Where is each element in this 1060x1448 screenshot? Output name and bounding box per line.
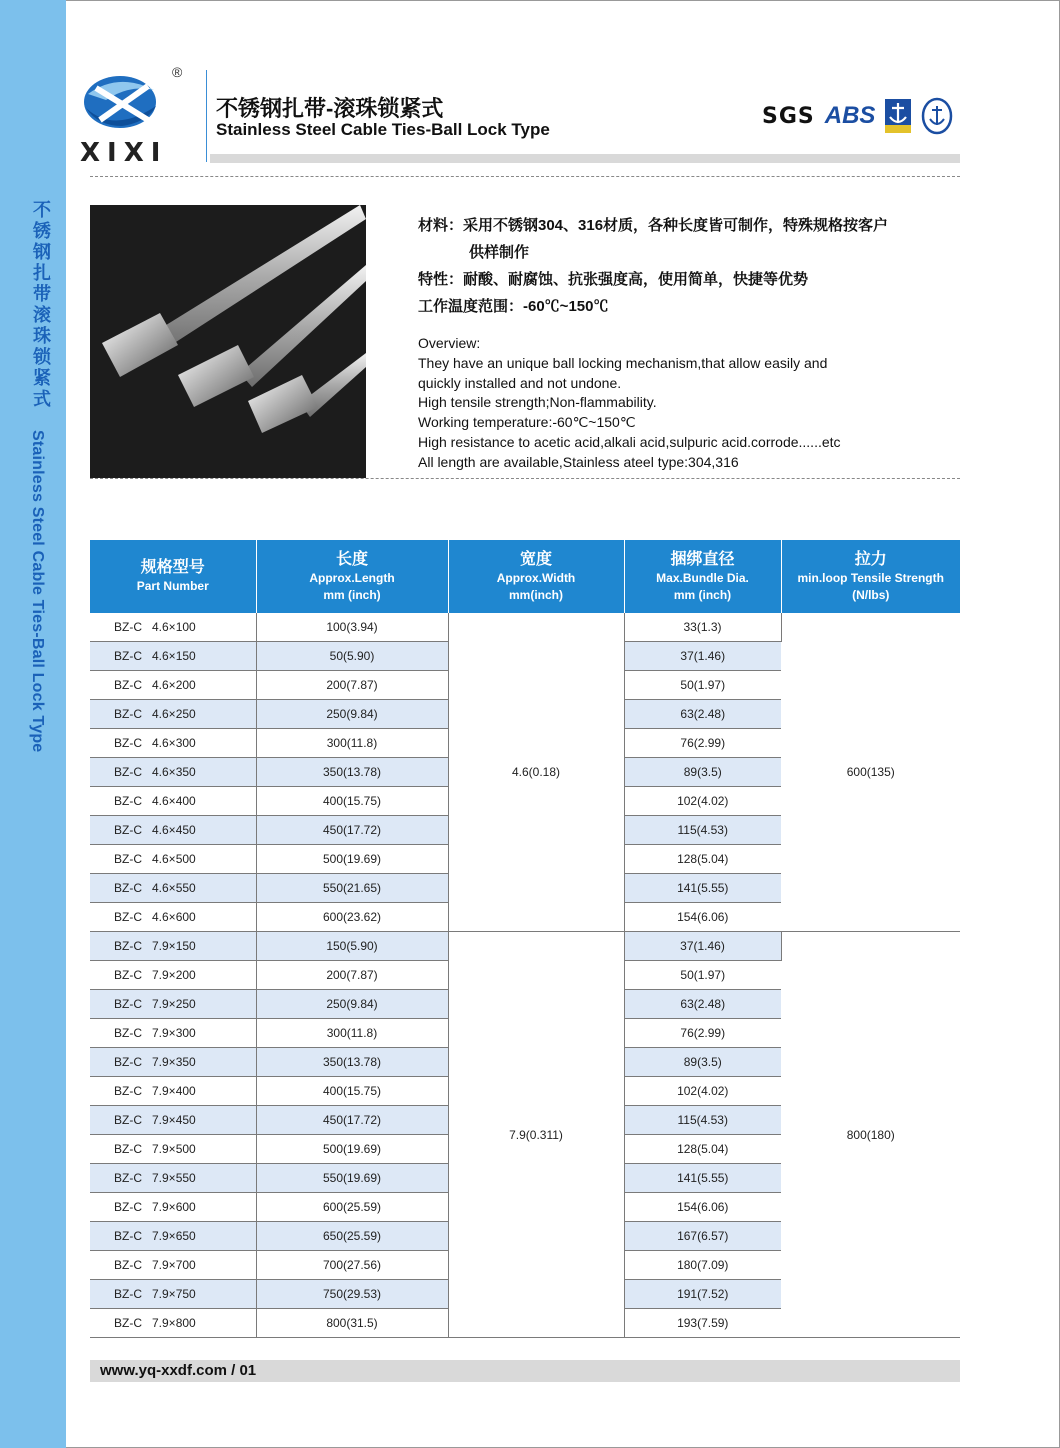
- sgs-logo: SGS: [762, 103, 815, 129]
- cell-part-number: BZ-C 4.6×300: [90, 729, 256, 758]
- description-en-line: High tensile strength;Non-flammability.: [418, 394, 657, 411]
- cell-bundle-dia: 37(1.46): [624, 642, 781, 671]
- cell-part-number: BZ-C 4.6×500: [90, 845, 256, 874]
- description-en-line: Overview:: [418, 335, 481, 351]
- cell-bundle-dia: 37(1.46): [624, 932, 781, 961]
- cell-bundle-dia: 191(7.52): [624, 1280, 781, 1309]
- cell-tensile-strength: 600(135): [781, 613, 960, 932]
- spec-table-header: [90, 540, 960, 613]
- sidebar-title-cn: [30, 200, 54, 410]
- cell-length: 200(7.87): [256, 671, 448, 700]
- cell-part-number: BZ-C 4.6×450: [90, 816, 256, 845]
- cell-bundle-dia: 76(2.99): [624, 729, 781, 758]
- cell-length: 450(17.72): [256, 816, 448, 845]
- sidebar-title-char: 锁: [33, 347, 51, 367]
- header-part-number: 规格型号 Part Number: [90, 540, 256, 613]
- product-description: [418, 212, 958, 473]
- spec-table: [90, 540, 960, 1338]
- cell-tensile-strength: 800(180): [781, 932, 960, 1338]
- cell-bundle-dia: 102(4.02): [624, 787, 781, 816]
- cell-part-number: BZ-C 4.6×250: [90, 700, 256, 729]
- cell-bundle-dia: 63(2.48): [624, 700, 781, 729]
- cell-length: 500(19.69): [256, 1135, 448, 1164]
- cell-length: 800(31.5): [256, 1309, 448, 1338]
- header-length: 长度 Approx.Length mm (inch): [256, 540, 448, 613]
- table-row: [90, 613, 960, 642]
- cell-width: 7.9(0.311): [448, 932, 624, 1338]
- cell-bundle-dia: 180(7.09): [624, 1251, 781, 1280]
- cell-bundle-dia: 115(4.53): [624, 816, 781, 845]
- sidebar-title-char: 不: [33, 200, 51, 220]
- dnv-anchor-icon: [885, 99, 911, 133]
- cell-length: 700(27.56): [256, 1251, 448, 1280]
- description-en-line: Working temperature:-60℃~150℃: [418, 414, 636, 431]
- cell-length: 300(11.8): [256, 1019, 448, 1048]
- description-cn-line: 特性：耐酸、耐腐蚀、抗张强度高，使用简单，快捷等优势: [418, 271, 809, 288]
- cell-length: 750(29.53): [256, 1280, 448, 1309]
- cell-length: 200(7.87): [256, 961, 448, 990]
- cell-part-number: BZ-C 7.9×650: [90, 1222, 256, 1251]
- description-cn-line: 工作温度范围：-60℃~150℃: [418, 298, 609, 315]
- abs-logo: ABS: [824, 102, 876, 129]
- cell-part-number: BZ-C 7.9×450: [90, 1106, 256, 1135]
- cell-part-number: BZ-C 4.6×150: [90, 642, 256, 671]
- cell-part-number: BZ-C 7.9×550: [90, 1164, 256, 1193]
- description-cn-line: 供样制作: [469, 244, 530, 261]
- sidebar-title-char: 带: [33, 284, 51, 304]
- sidebar-title: [29, 200, 54, 753]
- spec-table-body: [90, 613, 960, 1338]
- cell-length: 600(23.62): [256, 903, 448, 932]
- cell-part-number: BZ-C 7.9×800: [90, 1309, 256, 1338]
- cell-part-number: BZ-C 7.9×500: [90, 1135, 256, 1164]
- cell-length: 650(25.59): [256, 1222, 448, 1251]
- sidebar-title-en: Stainless Steel Cable Ties-Ball Lock Type: [29, 430, 46, 753]
- cell-bundle-dia: 154(6.06): [624, 1193, 781, 1222]
- cable-ties-photo: [90, 205, 366, 478]
- registered-mark: ®: [172, 64, 183, 80]
- sidebar-title-char: 珠: [33, 326, 51, 346]
- cell-part-number: BZ-C 7.9×350: [90, 1048, 256, 1077]
- cell-length: 550(21.65): [256, 874, 448, 903]
- cell-length: 150(5.90): [256, 932, 448, 961]
- cell-bundle-dia: 193(7.59): [624, 1309, 781, 1338]
- sidebar-title-char: 紧: [33, 368, 51, 388]
- sidebar-title-char: 式: [33, 389, 51, 409]
- cell-part-number: BZ-C 4.6×100: [90, 613, 256, 642]
- cell-bundle-dia: 76(2.99): [624, 1019, 781, 1048]
- header-gray-bar: [210, 154, 960, 163]
- cell-bundle-dia: 115(4.53): [624, 1106, 781, 1135]
- header-bundle-dia: 捆绑直径 Max.Bundle Dia. mm (inch): [624, 540, 781, 613]
- cell-length: 300(11.8): [256, 729, 448, 758]
- header-tensile-strength: 拉力 min.loop Tensile Strength (N/lbs): [781, 540, 960, 613]
- cell-bundle-dia: 89(3.5): [624, 1048, 781, 1077]
- cell-length: 100(3.94): [256, 613, 448, 642]
- description-cn: [418, 212, 958, 320]
- cell-part-number: BZ-C 7.9×600: [90, 1193, 256, 1222]
- description-en: [418, 334, 958, 473]
- brand-name: XIXI: [80, 138, 168, 168]
- cell-part-number: BZ-C 7.9×300: [90, 1019, 256, 1048]
- cell-length: 450(17.72): [256, 1106, 448, 1135]
- cell-bundle-dia: 154(6.06): [624, 903, 781, 932]
- cell-bundle-dia: 102(4.02): [624, 1077, 781, 1106]
- footer-url: www.yq-xxdf.com / 01: [100, 1362, 257, 1379]
- cell-part-number: BZ-C 4.6×350: [90, 758, 256, 787]
- sidebar-title-char: 锈: [33, 221, 51, 241]
- description-en-line: quickly installed and not undone.: [418, 374, 622, 391]
- description-cn-line: 材料：采用不锈钢304、316材质，各种长度皆可制作，特殊规格按客户: [418, 217, 889, 234]
- cell-bundle-dia: 167(6.57): [624, 1222, 781, 1251]
- dotted-divider-bottom: [90, 478, 960, 479]
- cell-width: 4.6(0.18): [448, 613, 624, 932]
- cell-part-number: BZ-C 7.9×250: [90, 990, 256, 1019]
- description-en-line: High resistance to acetic acid,alkali acid,sulpuric acid.corrode......etc: [418, 433, 841, 450]
- description-en-line: They have an unique ball locking mechanism,that allow easily and: [418, 354, 828, 371]
- certification-logos: [762, 96, 953, 136]
- dotted-divider-top: [90, 176, 960, 177]
- cell-length: 350(13.78): [256, 758, 448, 787]
- ccs-anchor-icon: [921, 97, 953, 135]
- cell-part-number: BZ-C 4.6×400: [90, 787, 256, 816]
- page-title-cn: 不锈钢扎带-滚珠锁紧式: [216, 96, 444, 121]
- cell-bundle-dia: 128(5.04): [624, 845, 781, 874]
- description-en-line: All length are available,Stainless ateel type:304,316: [418, 453, 739, 470]
- cell-part-number: BZ-C 7.9×700: [90, 1251, 256, 1280]
- cell-part-number: BZ-C 7.9×750: [90, 1280, 256, 1309]
- cell-bundle-dia: 141(5.55): [624, 874, 781, 903]
- cell-length: 50(5.90): [256, 642, 448, 671]
- cell-length: 250(9.84): [256, 700, 448, 729]
- cell-bundle-dia: 128(5.04): [624, 1135, 781, 1164]
- cell-length: 500(19.69): [256, 845, 448, 874]
- cell-length: 600(25.59): [256, 1193, 448, 1222]
- sidebar-title-char: 滚: [33, 305, 51, 325]
- cell-bundle-dia: 50(1.97): [624, 671, 781, 700]
- header-width: 宽度 Approx.Width mm(inch): [448, 540, 624, 613]
- table-row: [90, 932, 960, 961]
- cell-bundle-dia: 50(1.97): [624, 961, 781, 990]
- cell-bundle-dia: 63(2.48): [624, 990, 781, 1019]
- cell-part-number: BZ-C 4.6×200: [90, 671, 256, 700]
- cell-part-number: BZ-C 7.9×400: [90, 1077, 256, 1106]
- cell-part-number: BZ-C 7.9×150: [90, 932, 256, 961]
- cell-length: 350(13.78): [256, 1048, 448, 1077]
- cell-part-number: BZ-C 4.6×600: [90, 903, 256, 932]
- cell-bundle-dia: 141(5.55): [624, 1164, 781, 1193]
- cell-bundle-dia: 33(1.3): [624, 613, 781, 642]
- cell-part-number: BZ-C 4.6×550: [90, 874, 256, 903]
- cell-length: 550(19.69): [256, 1164, 448, 1193]
- header-divider: [206, 70, 207, 162]
- cell-bundle-dia: 89(3.5): [624, 758, 781, 787]
- cell-length: 400(15.75): [256, 1077, 448, 1106]
- sidebar-title-char: 扎: [33, 263, 51, 283]
- page-title-en: Stainless Steel Cable Ties-Ball Lock Type: [216, 120, 550, 139]
- sidebar-title-char: 钢: [33, 242, 51, 262]
- cell-part-number: BZ-C 7.9×200: [90, 961, 256, 990]
- cell-length: 400(15.75): [256, 787, 448, 816]
- cell-length: 250(9.84): [256, 990, 448, 1019]
